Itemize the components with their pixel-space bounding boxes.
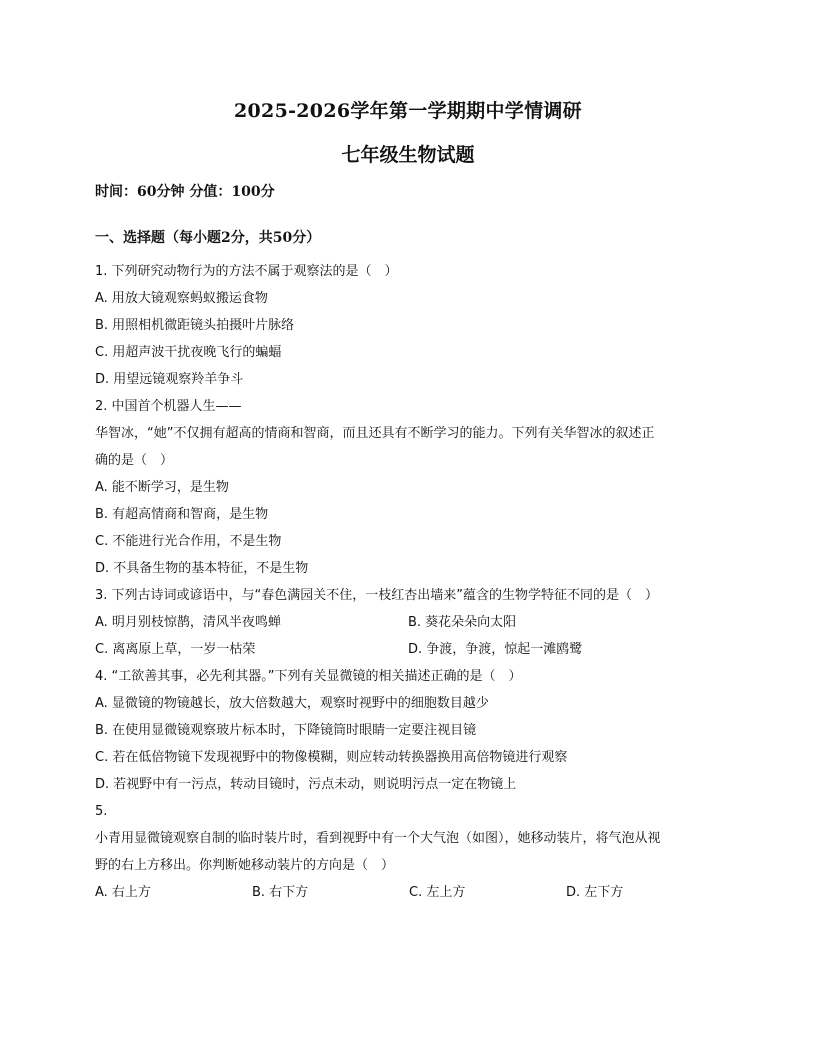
question-3-option-b: B. 葵花朵朵向太阳	[408, 615, 517, 630]
question-5-stem-line3: 野的右上方移出。你判断她移动装片的方向是（ ）	[95, 858, 395, 873]
question-5-option-c: C. 左上方	[409, 885, 466, 900]
question-2-stem-line3: 确的是（ ）	[95, 453, 174, 468]
question-1-option-c: C. 用超声波干扰夜晚飞行的蝙蝠	[95, 345, 282, 360]
question-2-option-c: C. 不能进行光合作用，不是生物	[95, 534, 282, 549]
question-5-option-d: D. 左下方	[566, 885, 624, 900]
question-2-option-b: B. 有超高情商和智商，是生物	[95, 507, 269, 522]
exam-meta: 时间：60分钟 分值：100分	[95, 184, 275, 200]
question-4-stem: 4. “工欲善其事，必先利其器。”下列有关显微镜的相关描述正确的是（ ）	[95, 669, 522, 684]
question-2-option-a: A. 能不断学习，是生物	[95, 480, 229, 495]
question-5-option-a: A. 右上方	[95, 885, 151, 900]
question-5-option-b: B. 右下方	[252, 885, 309, 900]
question-3-options-row-1	[95, 609, 725, 636]
question-1-option-a: A. 用放大镜观察蚂蚁搬运食物	[95, 291, 268, 306]
exam-subtitle: 七年级生物试题	[341, 144, 475, 166]
question-4-option-d: D. 若视野中有一污点，转动目镜时，污点未动，则说明污点一定在物镜上	[95, 777, 517, 792]
question-3-options-row-2	[95, 636, 725, 663]
question-1-option-b: B. 用照相机微距镜头拍摄叶片脉络	[95, 318, 295, 333]
question-4-option-c: C. 若在低倍物镜下发现视野中的物像模糊，则应转动转换器换用高倍物镜进行观察	[95, 750, 568, 765]
question-2-stem: 2. 中国首个机器人生——	[95, 399, 242, 414]
exam-title: 2025-2026学年第一学期期中学情调研	[234, 100, 582, 122]
question-3-stem: 3. 下列古诗词或谚语中，与“春色满园关不住，一枝红杏出墙来”蕴含的生物学特征不同的是（ ）	[95, 588, 659, 603]
question-4-option-b: B. 在使用显微镜观察玻片标本时，下降镜筒时眼睛一定要注视目镜	[95, 723, 477, 738]
question-list	[95, 258, 725, 906]
question-1-stem: 1. 下列研究动物行为的方法不属于观察法的是（ ）	[95, 264, 398, 279]
question-4-option-a: A. 显微镜的物镜越长，放大倍数越大，观察时视野中的细胞数目越少	[95, 696, 489, 711]
question-1-option-d: D. 用望远镜观察羚羊争斗	[95, 372, 244, 387]
question-3-option-c: C. 离离原上草，一岁一枯荣	[95, 642, 256, 657]
question-3-option-d: D. 争渡，争渡，惊起一滩鸥鹭	[408, 642, 583, 657]
section-heading: 一、选择题（每小题2分，共50分）	[95, 230, 321, 246]
question-5-stem: 5.	[95, 804, 108, 819]
question-2-stem-line2: 华智冰，“她”不仅拥有超高的情商和智商，而且还具有不断学习的能力。下列有关华智冰的叙述正	[95, 426, 655, 441]
question-2-option-d: D. 不具备生物的基本特征，不是生物	[95, 561, 309, 576]
question-5-options-row	[95, 879, 725, 906]
question-5-stem-line2: 小青用显微镜观察自制的临时装片时，看到视野中有一个大气泡（如图），她移动装片，将气泡从视	[95, 831, 661, 846]
question-3-option-a: A. 明月别枝惊鹊，清风半夜鸣蝉	[95, 615, 281, 630]
